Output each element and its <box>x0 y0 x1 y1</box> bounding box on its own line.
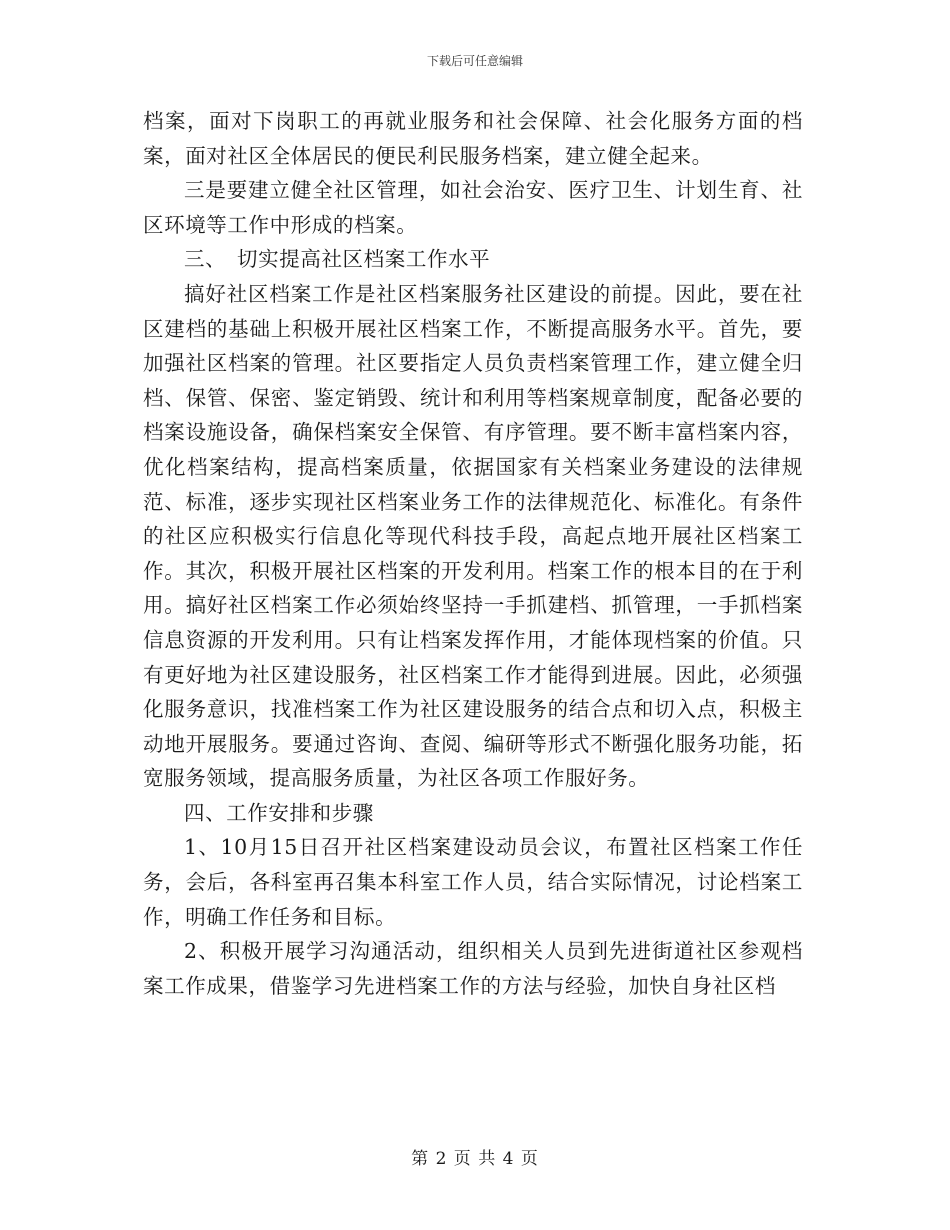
page-header: 下载后可任意编辑 <box>426 54 523 68</box>
paragraph-2: 三是要建立健全社区管理，如社会治安、医疗卫生、计划生育、社区环境等工作中形成的档案。 <box>143 178 803 237</box>
section-heading-4: 四、工作安排和步骤 <box>184 800 374 825</box>
step-1-paragraph: 1、10月15日召开社区档案建设动员会议，布置社区档案工作任务，会后，各科室再召集本科室工作人员，结合实际情况，讨论档案工作，明确工作任务和目标。 <box>143 835 803 929</box>
page-footer: 第 2 页 共 4 页 <box>411 1149 539 1169</box>
document-body <box>143 104 803 1003</box>
paragraph-1: 档案，面对下岗职工的再就业服务和社会保障、社会化服务方面的档案，面对社区全体居民的便民利民服务档案，建立健全起来。 <box>143 109 803 168</box>
section-heading-3: 三、 切实提高社区档案工作水平 <box>184 247 491 272</box>
paragraph-4: 搞好社区档案工作是社区档案服务社区建设的前提。因此，要在社区建档的基础上积极开展社区档案工作，不断提高服务水平。首先，要加强社区档案的管理。社区要指定人员负责档案管理工作，建立健全归档、保管、保密、鉴定销毁、统计和利用等档案规章制度，配备必要的档案设施设备，确保档案安全保管、有序管理。要不断丰富档案内容，优化档案结构，提高档案质量，依据国家有关档案业务建设的法律规范、标准，逐步实现社区档案业务工作的法律规范化、标准化。有条件的社区应积极实行信息化等现代科技手段，高起点地开展社区档案工作。其次，积极开展社区档案的开发利用。档案工作的根本目的在于利用。搞好社区档案工作必须始终坚持一手抓建档、抓管理，一手抓档案信息资源的开发利用。只有让档案发挥作用，才能体现档案的价值。只有更好地为社区建设服务，社区档案工作才能得到进展。因此，必须强化服务意识，找准档案工作为社区建设服务的结合点和切入点，积极主动地开展服务。要通过咨询、查阅、编研等形式不断强化服务功能，拓宽服务领域，提高服务质量，为社区各项工作服好务。 <box>143 281 803 791</box>
step-2-paragraph: 2、积极开展学习沟通活动，组织相关人员到先进街道社区参观档案工作成果，借鉴学习先进档案工作的方法与经验，加快自身社区档 <box>143 939 803 998</box>
